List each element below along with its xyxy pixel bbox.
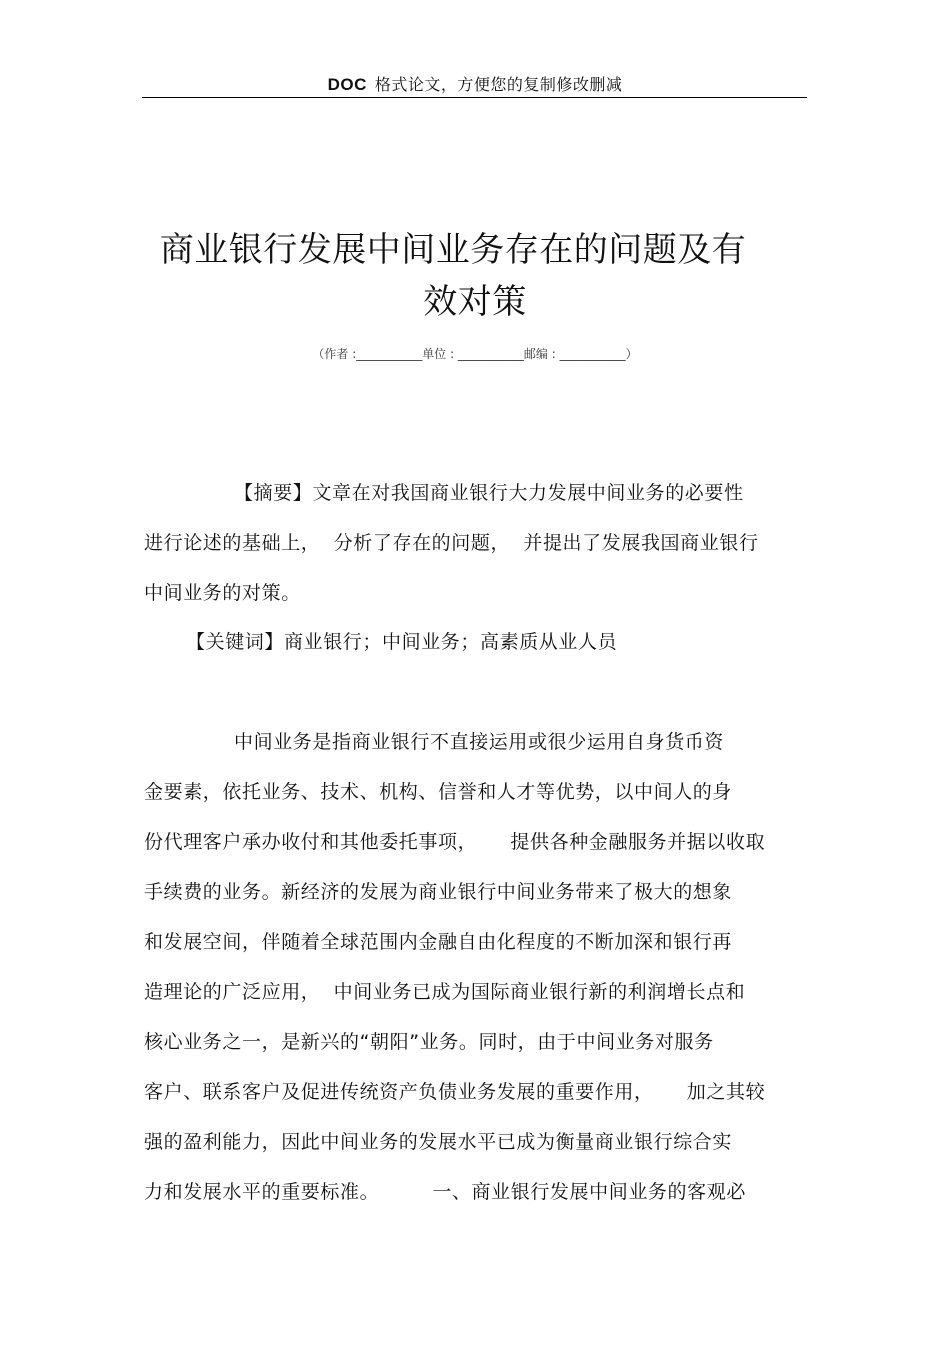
body-line: 手续费的业务。新经济的发展为商业银行中间业务带来了极大的想象	[144, 881, 733, 903]
body-line: 造理论的广泛应用， 中间业务已成为国际商业银行新的利润增长点和	[144, 981, 746, 1003]
abstract-line: 进行论述的基础上， 分析了存在的问题， 并提出了发展我国商业银行	[144, 532, 759, 554]
header-caption: 格式论文，方便您的复制修改删减	[374, 75, 623, 94]
document-title-line-2: 效对策	[423, 282, 527, 322]
document-title-line-1: 商业银行发展中间业务存在的问题及有	[159, 230, 747, 270]
body-line: 客户、联系客户及促进传统资产负债业务发展的重要作用， 加之其较	[144, 1081, 766, 1103]
body-line: 核心业务之一，是新兴的“朝阳”业务。同时，由于中间业务对服务	[144, 1031, 714, 1053]
keywords-line: 【关键词】商业银行；中间业务；高素质从业人员	[186, 631, 618, 653]
body-line: 金要素，依托业务、技术、机构、信誉和人才等优势，以中间人的身	[144, 781, 733, 803]
author-info-line: （作者 :___________单位 : ___________邮编 : ___________）	[312, 347, 638, 361]
body-line: 力和发展水平的重要标准。 一、商业银行发展中间业务的客观必	[144, 1181, 746, 1203]
body-line: 中间业务是指商业银行不直接运用或很少运用自身货币资	[234, 731, 725, 753]
page-header	[0, 72, 950, 95]
doc-label: DOC	[327, 75, 367, 94]
header-divider	[142, 97, 807, 98]
body-line: 强的盈利能力，因此中间业务的发展水平已成为衡量商业银行综合实	[144, 1131, 733, 1153]
body-line: 份代理客户承办收付和其他委托事项， 提供各种金融服务并据以收取	[144, 831, 766, 853]
abstract-line: 【摘要】文章在对我国商业银行大力发展中间业务的必要性	[234, 482, 744, 504]
abstract-line: 中间业务的对策。	[144, 582, 301, 604]
body-line: 和发展空间，伴随着全球范围内金融自由化程度的不断加深和银行再	[144, 931, 733, 953]
